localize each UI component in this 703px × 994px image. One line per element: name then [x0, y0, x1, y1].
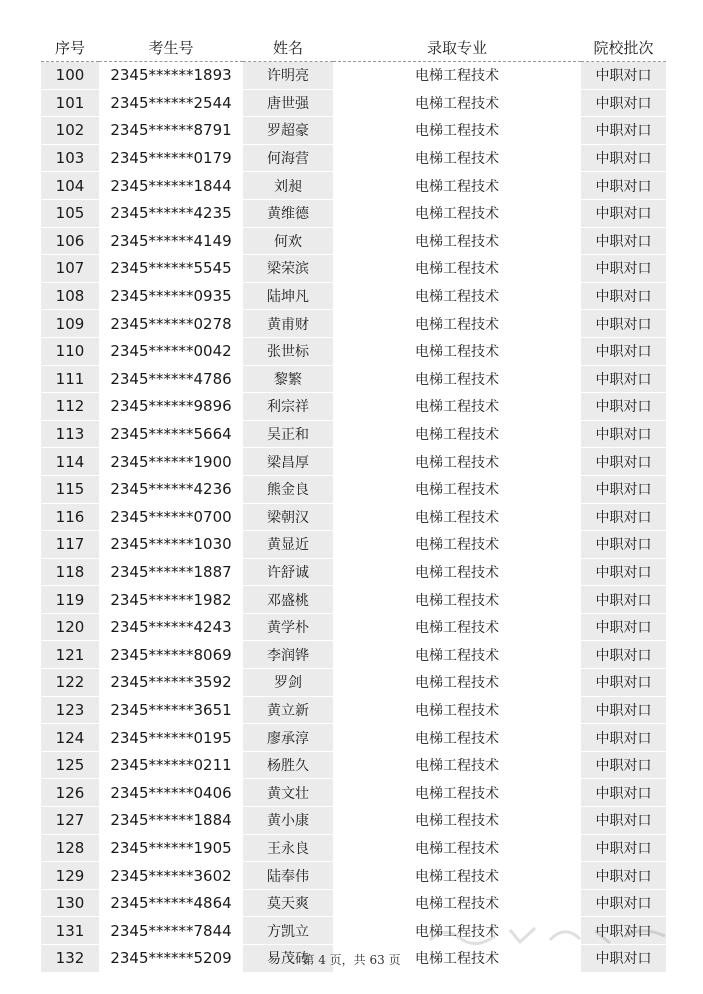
table-row — [41, 172, 666, 200]
cell-name: 梁朝汉 — [243, 503, 333, 531]
table-row — [41, 917, 666, 945]
cell-major: 电梯工程技术 — [333, 62, 581, 90]
cell-major: 电梯工程技术 — [333, 779, 581, 807]
cell-name: 黄显近 — [243, 531, 333, 559]
cell-major: 电梯工程技术 — [333, 503, 581, 531]
cell-batch: 中职对口 — [581, 751, 666, 779]
cell-major: 电梯工程技术 — [333, 310, 581, 338]
table-row — [41, 641, 666, 669]
cell-batch: 中职对口 — [581, 282, 666, 310]
cell-batch: 中职对口 — [581, 144, 666, 172]
cell-exam-no: 2345******1030 — [99, 531, 243, 559]
cell-seq: 107 — [41, 255, 99, 283]
cell-major: 电梯工程技术 — [333, 586, 581, 614]
cell-name: 方凯立 — [243, 917, 333, 945]
table-row — [41, 586, 666, 614]
cell-seq: 100 — [41, 62, 99, 90]
cell-exam-no: 2345******0195 — [99, 724, 243, 752]
cell-seq: 119 — [41, 586, 99, 614]
admission-list — [41, 33, 666, 973]
cell-name: 熊金良 — [243, 475, 333, 503]
cell-batch: 中职对口 — [581, 669, 666, 697]
cell-seq: 103 — [41, 144, 99, 172]
cell-name: 黄立新 — [243, 696, 333, 724]
table-row — [41, 475, 666, 503]
table-body — [41, 62, 666, 973]
cell-major: 电梯工程技术 — [333, 255, 581, 283]
cell-seq: 116 — [41, 503, 99, 531]
cell-batch: 中职对口 — [581, 779, 666, 807]
cell-batch: 中职对口 — [581, 310, 666, 338]
cell-major: 电梯工程技术 — [333, 751, 581, 779]
cell-name: 黎繁 — [243, 365, 333, 393]
cell-major: 电梯工程技术 — [333, 420, 581, 448]
cell-exam-no: 2345******1887 — [99, 558, 243, 586]
cell-seq: 106 — [41, 227, 99, 255]
cell-major: 电梯工程技术 — [333, 917, 581, 945]
cell-exam-no: 2345******1982 — [99, 586, 243, 614]
cell-seq: 121 — [41, 641, 99, 669]
cell-exam-no: 2345******4243 — [99, 613, 243, 641]
table-row — [41, 807, 666, 835]
cell-exam-no: 2345******0935 — [99, 282, 243, 310]
cell-batch: 中职对口 — [581, 696, 666, 724]
cell-exam-no: 2345******5664 — [99, 420, 243, 448]
table-row — [41, 779, 666, 807]
cell-exam-no: 2345******1844 — [99, 172, 243, 200]
table-row — [41, 199, 666, 227]
cell-seq: 125 — [41, 751, 99, 779]
cell-major: 电梯工程技术 — [333, 807, 581, 835]
table-row — [41, 89, 666, 117]
cell-batch: 中职对口 — [581, 613, 666, 641]
cell-name: 莫天爽 — [243, 889, 333, 917]
table-row — [41, 420, 666, 448]
cell-exam-no: 2345******1893 — [99, 62, 243, 90]
table-row — [41, 834, 666, 862]
table-row — [41, 117, 666, 145]
table-row — [41, 144, 666, 172]
cell-seq: 120 — [41, 613, 99, 641]
cell-major: 电梯工程技术 — [333, 641, 581, 669]
cell-seq: 128 — [41, 834, 99, 862]
header-name: 姓名 — [243, 33, 333, 62]
table-row — [41, 255, 666, 283]
cell-seq: 127 — [41, 807, 99, 835]
cell-name: 梁荣滨 — [243, 255, 333, 283]
cell-exam-no: 2345******0278 — [99, 310, 243, 338]
cell-exam-no: 2345******4235 — [99, 199, 243, 227]
cell-name: 杨胜久 — [243, 751, 333, 779]
cell-exam-no: 2345******1884 — [99, 807, 243, 835]
cell-major: 电梯工程技术 — [333, 945, 581, 973]
cell-major: 电梯工程技术 — [333, 199, 581, 227]
cell-exam-no: 2345******0406 — [99, 779, 243, 807]
cell-name: 陆奉伟 — [243, 862, 333, 890]
table-row — [41, 889, 666, 917]
cell-seq: 124 — [41, 724, 99, 752]
cell-major: 电梯工程技术 — [333, 724, 581, 752]
table-row — [41, 282, 666, 310]
cell-major: 电梯工程技术 — [333, 448, 581, 476]
cell-exam-no: 2345******7844 — [99, 917, 243, 945]
cell-name: 刘昶 — [243, 172, 333, 200]
cell-exam-no: 2345******4149 — [99, 227, 243, 255]
table-row — [41, 696, 666, 724]
cell-seq: 104 — [41, 172, 99, 200]
cell-exam-no: 2345******1905 — [99, 834, 243, 862]
table-row — [41, 448, 666, 476]
cell-seq: 110 — [41, 337, 99, 365]
cell-batch: 中职对口 — [581, 807, 666, 835]
cell-batch: 中职对口 — [581, 889, 666, 917]
cell-exam-no: 2345******0211 — [99, 751, 243, 779]
cell-seq: 112 — [41, 393, 99, 421]
cell-major: 电梯工程技术 — [333, 227, 581, 255]
cell-seq: 129 — [41, 862, 99, 890]
cell-name: 易茂砖 — [243, 945, 333, 973]
cell-exam-no: 2345******2544 — [99, 89, 243, 117]
cell-batch: 中职对口 — [581, 945, 666, 973]
table-row — [41, 365, 666, 393]
cell-batch: 中职对口 — [581, 337, 666, 365]
cell-batch: 中职对口 — [581, 199, 666, 227]
cell-major: 电梯工程技术 — [333, 558, 581, 586]
cell-name: 梁昌厚 — [243, 448, 333, 476]
cell-name: 何欢 — [243, 227, 333, 255]
cell-batch: 中职对口 — [581, 117, 666, 145]
cell-exam-no: 2345******0179 — [99, 144, 243, 172]
cell-batch: 中职对口 — [581, 62, 666, 90]
table-row — [41, 393, 666, 421]
cell-seq: 109 — [41, 310, 99, 338]
cell-name: 黄小康 — [243, 807, 333, 835]
cell-batch: 中职对口 — [581, 255, 666, 283]
cell-major: 电梯工程技术 — [333, 834, 581, 862]
cell-exam-no: 2345******0700 — [99, 503, 243, 531]
cell-batch: 中职对口 — [581, 503, 666, 531]
cell-seq: 114 — [41, 448, 99, 476]
cell-name: 陆坤凡 — [243, 282, 333, 310]
cell-exam-no: 2345******0042 — [99, 337, 243, 365]
table-row — [41, 337, 666, 365]
cell-batch: 中职对口 — [581, 917, 666, 945]
cell-major: 电梯工程技术 — [333, 531, 581, 559]
cell-name: 罗剑 — [243, 669, 333, 697]
cell-seq: 130 — [41, 889, 99, 917]
cell-exam-no: 2345******9896 — [99, 393, 243, 421]
table-row — [41, 862, 666, 890]
cell-name: 利宗祥 — [243, 393, 333, 421]
cell-major: 电梯工程技术 — [333, 475, 581, 503]
cell-major: 电梯工程技术 — [333, 696, 581, 724]
cell-seq: 111 — [41, 365, 99, 393]
cell-batch: 中职对口 — [581, 862, 666, 890]
cell-name: 黄甫财 — [243, 310, 333, 338]
cell-exam-no: 2345******4864 — [99, 889, 243, 917]
cell-exam-no: 2345******5209 — [99, 945, 243, 973]
cell-exam-no: 2345******1900 — [99, 448, 243, 476]
cell-batch: 中职对口 — [581, 420, 666, 448]
cell-name: 黄学朴 — [243, 613, 333, 641]
table-row — [41, 62, 666, 90]
header-exam-no: 考生号 — [99, 33, 243, 62]
cell-seq: 105 — [41, 199, 99, 227]
cell-batch: 中职对口 — [581, 448, 666, 476]
cell-seq: 131 — [41, 917, 99, 945]
cell-name: 李润铧 — [243, 641, 333, 669]
cell-major: 电梯工程技术 — [333, 365, 581, 393]
cell-batch: 中职对口 — [581, 227, 666, 255]
header-major: 录取专业 — [333, 33, 581, 62]
cell-major: 电梯工程技术 — [333, 337, 581, 365]
cell-name: 唐世强 — [243, 89, 333, 117]
page-footer: 第 4 页，共 63 页 — [302, 953, 401, 967]
table-row — [41, 751, 666, 779]
cell-name: 许明亮 — [243, 62, 333, 90]
table-row — [41, 613, 666, 641]
cell-major: 电梯工程技术 — [333, 89, 581, 117]
cell-seq: 115 — [41, 475, 99, 503]
cell-major: 电梯工程技术 — [333, 862, 581, 890]
cell-seq: 126 — [41, 779, 99, 807]
cell-exam-no: 2345******5545 — [99, 255, 243, 283]
cell-seq: 117 — [41, 531, 99, 559]
cell-batch: 中职对口 — [581, 724, 666, 752]
cell-major: 电梯工程技术 — [333, 117, 581, 145]
cell-major: 电梯工程技术 — [333, 172, 581, 200]
cell-name: 黄维德 — [243, 199, 333, 227]
cell-exam-no: 2345******8069 — [99, 641, 243, 669]
cell-batch: 中职对口 — [581, 834, 666, 862]
table-header — [41, 33, 666, 62]
table-row — [41, 531, 666, 559]
table-row — [41, 558, 666, 586]
cell-batch: 中职对口 — [581, 586, 666, 614]
cell-major: 电梯工程技术 — [333, 669, 581, 697]
header-row — [41, 33, 666, 62]
cell-exam-no: 2345******3651 — [99, 696, 243, 724]
cell-batch: 中职对口 — [581, 475, 666, 503]
cell-seq: 108 — [41, 282, 99, 310]
table-row — [41, 724, 666, 752]
cell-exam-no: 2345******4786 — [99, 365, 243, 393]
cell-seq: 101 — [41, 89, 99, 117]
cell-name: 何海营 — [243, 144, 333, 172]
cell-batch: 中职对口 — [581, 89, 666, 117]
cell-batch: 中职对口 — [581, 393, 666, 421]
cell-seq: 132 — [41, 945, 99, 973]
table-row — [41, 503, 666, 531]
cell-batch: 中职对口 — [581, 558, 666, 586]
cell-name: 黄文壮 — [243, 779, 333, 807]
table-row — [41, 310, 666, 338]
cell-major: 电梯工程技术 — [333, 282, 581, 310]
table-row — [41, 669, 666, 697]
cell-major: 电梯工程技术 — [333, 889, 581, 917]
cell-name: 邓盛桃 — [243, 586, 333, 614]
cell-seq: 118 — [41, 558, 99, 586]
cell-seq: 122 — [41, 669, 99, 697]
cell-major: 电梯工程技术 — [333, 393, 581, 421]
cell-seq: 102 — [41, 117, 99, 145]
cell-name: 罗超豪 — [243, 117, 333, 145]
cell-seq: 123 — [41, 696, 99, 724]
cell-seq: 113 — [41, 420, 99, 448]
header-batch: 院校批次 — [581, 33, 666, 62]
cell-name: 张世标 — [243, 337, 333, 365]
cell-name: 王永良 — [243, 834, 333, 862]
cell-exam-no: 2345******3602 — [99, 862, 243, 890]
cell-name: 吴正和 — [243, 420, 333, 448]
cell-name: 许舒诚 — [243, 558, 333, 586]
cell-batch: 中职对口 — [581, 641, 666, 669]
table-row — [41, 227, 666, 255]
cell-batch: 中职对口 — [581, 531, 666, 559]
cell-batch: 中职对口 — [581, 172, 666, 200]
cell-exam-no: 2345******8791 — [99, 117, 243, 145]
header-seq: 序号 — [41, 33, 99, 62]
admission-table — [41, 33, 666, 973]
cell-major: 电梯工程技术 — [333, 613, 581, 641]
cell-batch: 中职对口 — [581, 365, 666, 393]
cell-exam-no: 2345******4236 — [99, 475, 243, 503]
cell-name: 廖承淳 — [243, 724, 333, 752]
cell-exam-no: 2345******3592 — [99, 669, 243, 697]
cell-major: 电梯工程技术 — [333, 144, 581, 172]
